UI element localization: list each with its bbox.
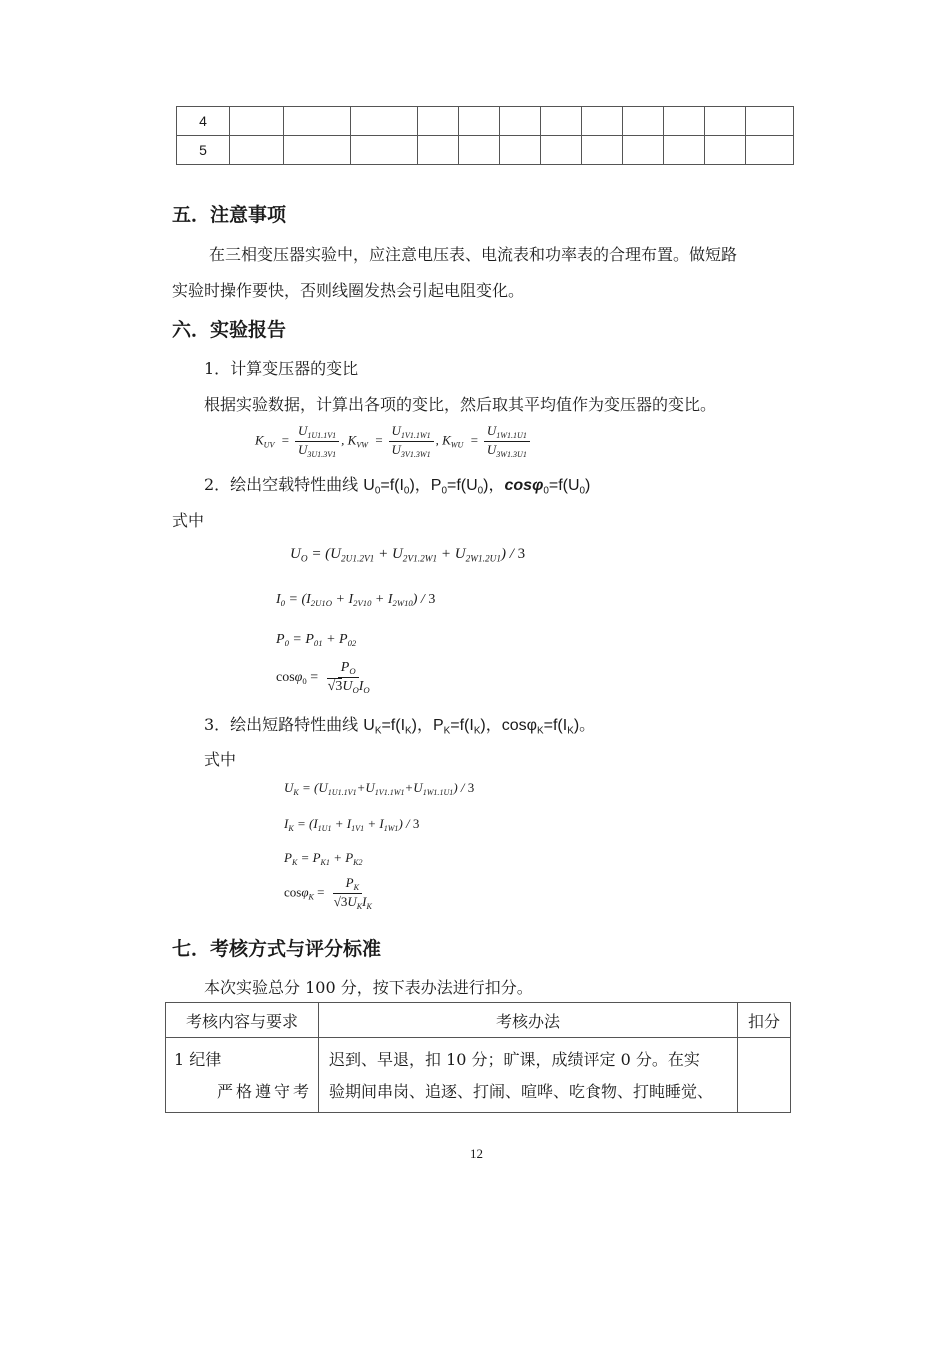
grading-table	[165, 1002, 791, 1113]
item-2-title-prefix: 2．绘出空载特性曲线	[204, 475, 359, 494]
deduction-cell	[738, 1038, 791, 1113]
section-6-heading: 六．实验报告	[172, 319, 287, 341]
method-line1: 迟到、早退，扣 10 分；旷课，成绩评定 0 分。在实	[329, 1050, 700, 1069]
item-3-title-formula: $U_K=f(I_K)$，$P_K=f(I_K)$，$\cos\varphi_K=f(I_K)$。	[363, 717, 596, 737]
formula-cos0: cosφ$_0$ = $\frac{P_O}{√3U_OI_O}$	[276, 660, 370, 696]
section-5-paragraph-line1: 在三相变压器实验中，应注意电压表、电流表和功率表的合理布置。做短路	[209, 245, 738, 264]
header-deduction: 扣分	[738, 1003, 791, 1038]
item-2-where: 式中	[172, 511, 205, 530]
page-number: 12	[470, 1146, 483, 1161]
method-cell	[319, 1038, 738, 1113]
section-7-intro: 本次实验总分 100 分，按下表办法进行扣分。	[204, 978, 533, 997]
row-index-cell: 5	[177, 136, 230, 165]
item-1-text: 根据实验数据，计算出各项的变比，然后取其平均值作为变压器的变比。	[204, 395, 717, 414]
table-header-row	[166, 1003, 791, 1038]
item-2-title	[204, 472, 590, 496]
content-line2: 严格遵守考	[216, 1082, 312, 1101]
formula-i0: $I_0 = (I_{2U1O} + I_{2V10} + I_{2W10}) / 3$	[276, 592, 436, 609]
item-1-title: 1．计算变压器的变比	[204, 359, 359, 378]
ratio-formula: $K_{UV}$ = $\frac{U_{1U1.1V1}}{U_{3U1.3V1}}$ , $K_{VW}$ = $\frac{U_{1V1.1W1}}{U_{3V1.3W1}}$ , $K_{WU}$ = $\frac{U_{1W1.1U1}}{U_{3W1.3U1}}$	[255, 424, 532, 459]
section-5-paragraph-line2: 实验时操作要快，否则线圈发热会引起电阻变化。	[172, 281, 525, 300]
formula-uk: $U_K = (U_{1U1.1V1}+U_{1V1.1W1}+U_{1W1.1U1}) / 3$	[284, 780, 475, 797]
item-2-title-formula: $U_0=f(I_0)$，$P_0=f(U_0)$，$\cos\varphi_0=f(U_0)$	[363, 477, 591, 497]
row-index-cell: 4	[177, 107, 230, 136]
item-3-where: 式中	[204, 750, 237, 769]
content-cell	[166, 1038, 319, 1113]
table-row	[166, 1038, 791, 1113]
formula-ik: $I_K = (I_{1U1} + I_{1V1} + I_{1W1}) / 3$	[284, 816, 420, 833]
content-line1: 1 纪律	[174, 1050, 222, 1069]
header-method: 考核办法	[319, 1003, 738, 1038]
section-7-heading: 七．考核方式与评分标准	[172, 938, 382, 960]
formula-pk: $P_K = P_{K1} + P_{K2}$	[284, 850, 363, 867]
table-row	[177, 136, 794, 165]
formula-p0: $P_0 = P_{01} + P_{02}$	[276, 632, 357, 649]
method-line2: 验期间串岗、追逐、打闹、喧哗、吃食物、打盹睡觉、	[329, 1082, 714, 1101]
data-table-continued	[176, 106, 794, 165]
section-5-heading: 五．注意事项	[172, 204, 287, 226]
header-content: 考核内容与要求	[166, 1003, 319, 1038]
formula-u0: $U_O = (U_{2U1.2V1} + U_{2V1.2W1} + U_{2W1.2U1}) / 3$	[290, 546, 526, 565]
table-row	[177, 107, 794, 136]
item-3-title-prefix: 3．绘出短路特性曲线	[204, 715, 359, 734]
formula-cosk: cosφ$_K$ = $\frac{P_K}{√3U_KI_K}$	[284, 875, 372, 911]
item-3-title	[204, 712, 595, 736]
